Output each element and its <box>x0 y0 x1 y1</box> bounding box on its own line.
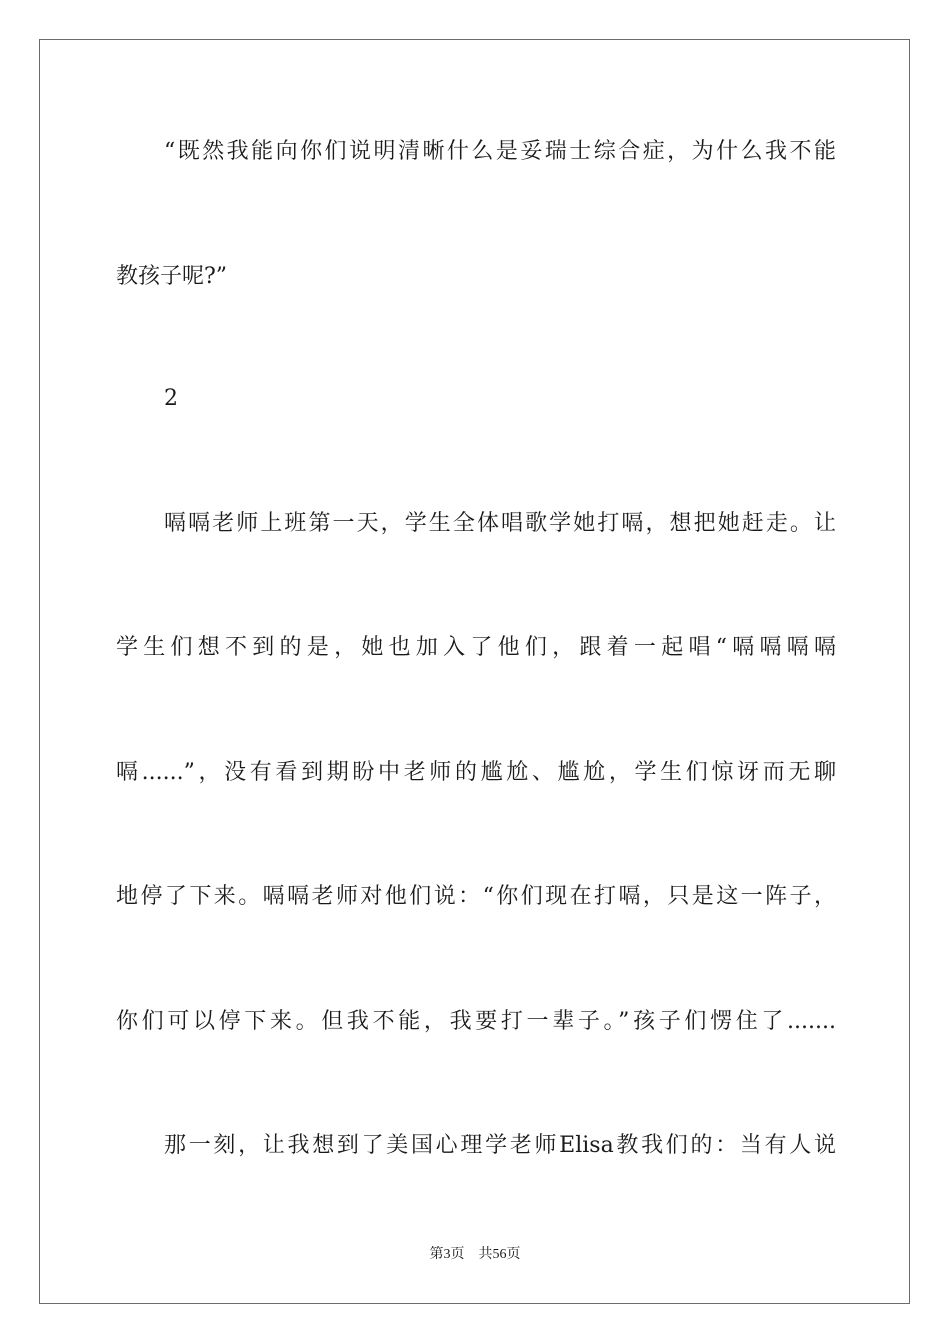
paragraph-2-line-1: 嗝嗝老师上班第一天，学生全体唱歌学她打嗝，想把她赶走。让 <box>164 511 836 536</box>
paragraph-1-line-1: “既然我能向你们说明清晰什么是妥瑞士综合症，为什么我不能 <box>164 139 836 164</box>
paragraph-2-line-5: 你们可以停下来。但我不能，我要打一辈子。”孩子们愣住了....... <box>116 1009 836 1034</box>
page-border <box>39 39 910 1304</box>
page-current-label: 第3页 <box>429 1247 465 1262</box>
paragraph-2-line-2: 学生们想不到的是，她也加入了他们，跟着一起唱“嗝嗝嗝嗝 <box>116 635 836 660</box>
page-footer <box>0 1246 950 1264</box>
paragraph-2-line-3: 嗝......”，没有看到期盼中老师的尴尬、尴尬，学生们惊讶而无聊 <box>116 760 836 785</box>
paragraph-1-line-2: 教孩子呢?” <box>116 264 228 289</box>
paragraph-2-line-4: 地停了下来。嗝嗝老师对他们说：“你们现在打嗝，只是这一阵子， <box>116 884 836 909</box>
page-total-label: 共56页 <box>478 1247 521 1262</box>
paragraph-3-line-1: 那一刻，让我想到了美国心理学老师Elisa教我们的：当有人说 <box>164 1133 836 1158</box>
section-number: 2 <box>164 386 178 411</box>
